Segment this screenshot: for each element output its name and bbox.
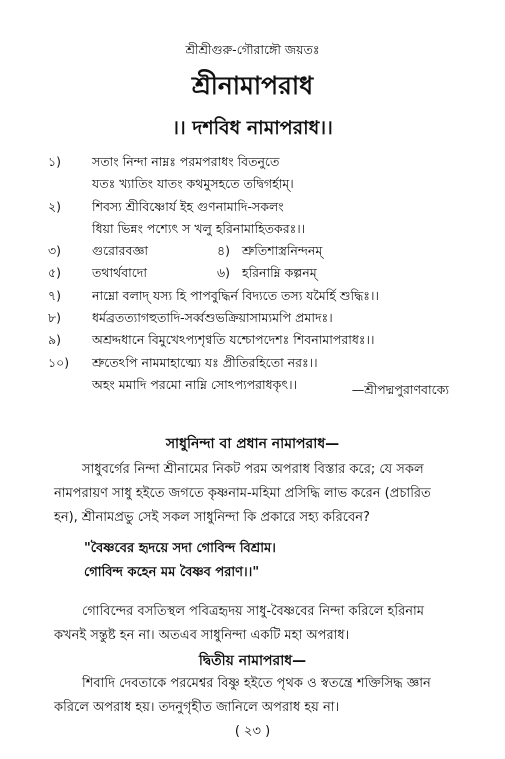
paragraph-line: শিবাদি দেবতাকে পরমেশ্বর বিষ্ণু হইতে পৃথক ও স্বতন্ত্রে শক্তিসিদ্ধ জ্ঞান (82, 676, 431, 691)
verse-number: ৩) (48, 243, 62, 259)
verse-number-second: ৬) (217, 265, 231, 281)
source-attribution: —শ্রীপদ্মপুরাণবাক্যে (351, 382, 449, 397)
verse-number: ৯) (48, 332, 61, 348)
verse-line (48, 262, 478, 284)
paragraph-shivadi (54, 672, 464, 720)
section-heading-sadhu-ninda: সাধুনিন্দা বা প্রধান নামাপরাধ— (165, 436, 340, 452)
page-title: শ্রীনামাপরাধ (191, 71, 314, 100)
verse-number: ১) (48, 154, 61, 169)
paragraph-line: করিলে অপরাধ হয়। তদনুগৃহীত জানিলে অপরাধ হয় না। (54, 700, 340, 715)
verse-text: ধর্মব্রতত্যাগহুতাদি-সর্ব্বশুভক্রিয়াসাম্যমপি প্রমাদঃ। (92, 310, 333, 326)
verse-line (48, 196, 478, 218)
verse-line (48, 329, 478, 351)
verse-number: ২) (48, 198, 62, 214)
verse-line (48, 352, 478, 374)
verse-text: অশ্রদ্দধানে বিমুখেঽপ্যশৃণ্বতি যশ্চোপদেশঃ শিবনামাপরাধঃ।। (92, 332, 375, 348)
quote-line: "বৈষ্ণবের হৃদয়ে সদা গোবিন্দ বিশ্রাম। (84, 541, 276, 556)
paragraph-line: সাধুবর্গের নিন্দা শ্রীনামের নিকট পরম অপরাধ বিস্তার করে; যে সকল (82, 462, 424, 477)
verse-text: অহং মমাদি পরমো নাম্নি সোঽপ্যপরাধকৃৎ।। (92, 376, 298, 392)
paragraph-line: নামপরায়ণ সাধু হইতে জগতে কৃষ্ণনাম-মহিমা প্রসিদ্ধি লাভ করেন (প্রচারিত (54, 486, 431, 501)
page-subtitle: ।। দশবিধ নামাপরাধ।। (172, 117, 333, 139)
verse-number-second: ৪) (217, 243, 230, 259)
paragraph-govinda (54, 600, 464, 648)
verse-text: ধিয়া ভিন্নং পশ্যেৎ স খলু হরিনামাহিতকরঃ।। (92, 220, 306, 236)
verse-line (48, 218, 478, 240)
verse-text-second: হরিনাম্নি কল্পনম্‌ (242, 265, 317, 281)
quote-line: গোবিন্দ কহেন মম বৈষ্ণব পরাণ।।" (84, 565, 260, 580)
verse-number: ৮) (48, 310, 61, 326)
verse-text: শ্রুতেঽপি নামমাহাত্ম্যে যঃ প্রীতিরহিতো নরঃ।। (92, 354, 318, 370)
verse-text: যতঃ খ্যাতিং যাতং কথমুসহতে তদ্বিগর্হাম্‌। (92, 176, 294, 192)
verse-text: শিবস্য শ্রীবিষ্ণোর্য ইহ গুণনামাদি-সকলং (92, 198, 284, 214)
salutation: শ্রীশ্রীগুরু-গৌরাঙ্গৌ জয়তঃ (185, 42, 320, 57)
verse-line (48, 285, 478, 307)
page-number: ( ২৩ ) (234, 724, 271, 739)
verse-text: গুরোরবজ্ঞা (92, 243, 149, 259)
verse-line (48, 151, 478, 173)
verse-number: ৫) (48, 265, 61, 281)
verse-text: সতাং নিন্দা নাম্নঃ পরমপরাধং বিতনুতে (92, 154, 280, 169)
verse-line (48, 240, 478, 262)
verse-number: ১০) (48, 354, 70, 370)
verse-number: ৭) (48, 287, 62, 303)
verse-list (48, 151, 478, 396)
paragraph-line: কখনই সন্তুষ্ট হন না। অতএব সাধুনিন্দা একটি মহা অপরাধ। (54, 628, 350, 643)
verse-text-second: শ্রুতিশাস্ত্রনিন্দনম্‌ (242, 243, 323, 259)
verse-text: নাম্নো বলাদ্‌ যস্য হি পাপবুদ্ধির্ন বিদ্যতে তস্য যমৈর্হি শুদ্ধিঃ।। (92, 287, 379, 303)
section-heading-second-offense: দ্বিতীয় নামাপরাধ— (198, 653, 307, 669)
verse-line (48, 173, 478, 195)
verse-text: তথার্থবাদো (92, 265, 147, 281)
paragraph-line: হন), শ্রীনামপ্রভু সেই সকল সাধুনিন্দা কি প্রকারে সহ্য করিবেন? (54, 510, 370, 525)
verse-line (48, 307, 478, 329)
paragraph-line: গোবিন্দের বসতিস্থল পবিত্রহৃদয় সাধু-বৈষ্ণবের নিন্দা করিলে হরিনাম (82, 604, 424, 619)
paragraph-sadhu-ninda (54, 458, 464, 530)
quoted-couplet (84, 537, 276, 585)
